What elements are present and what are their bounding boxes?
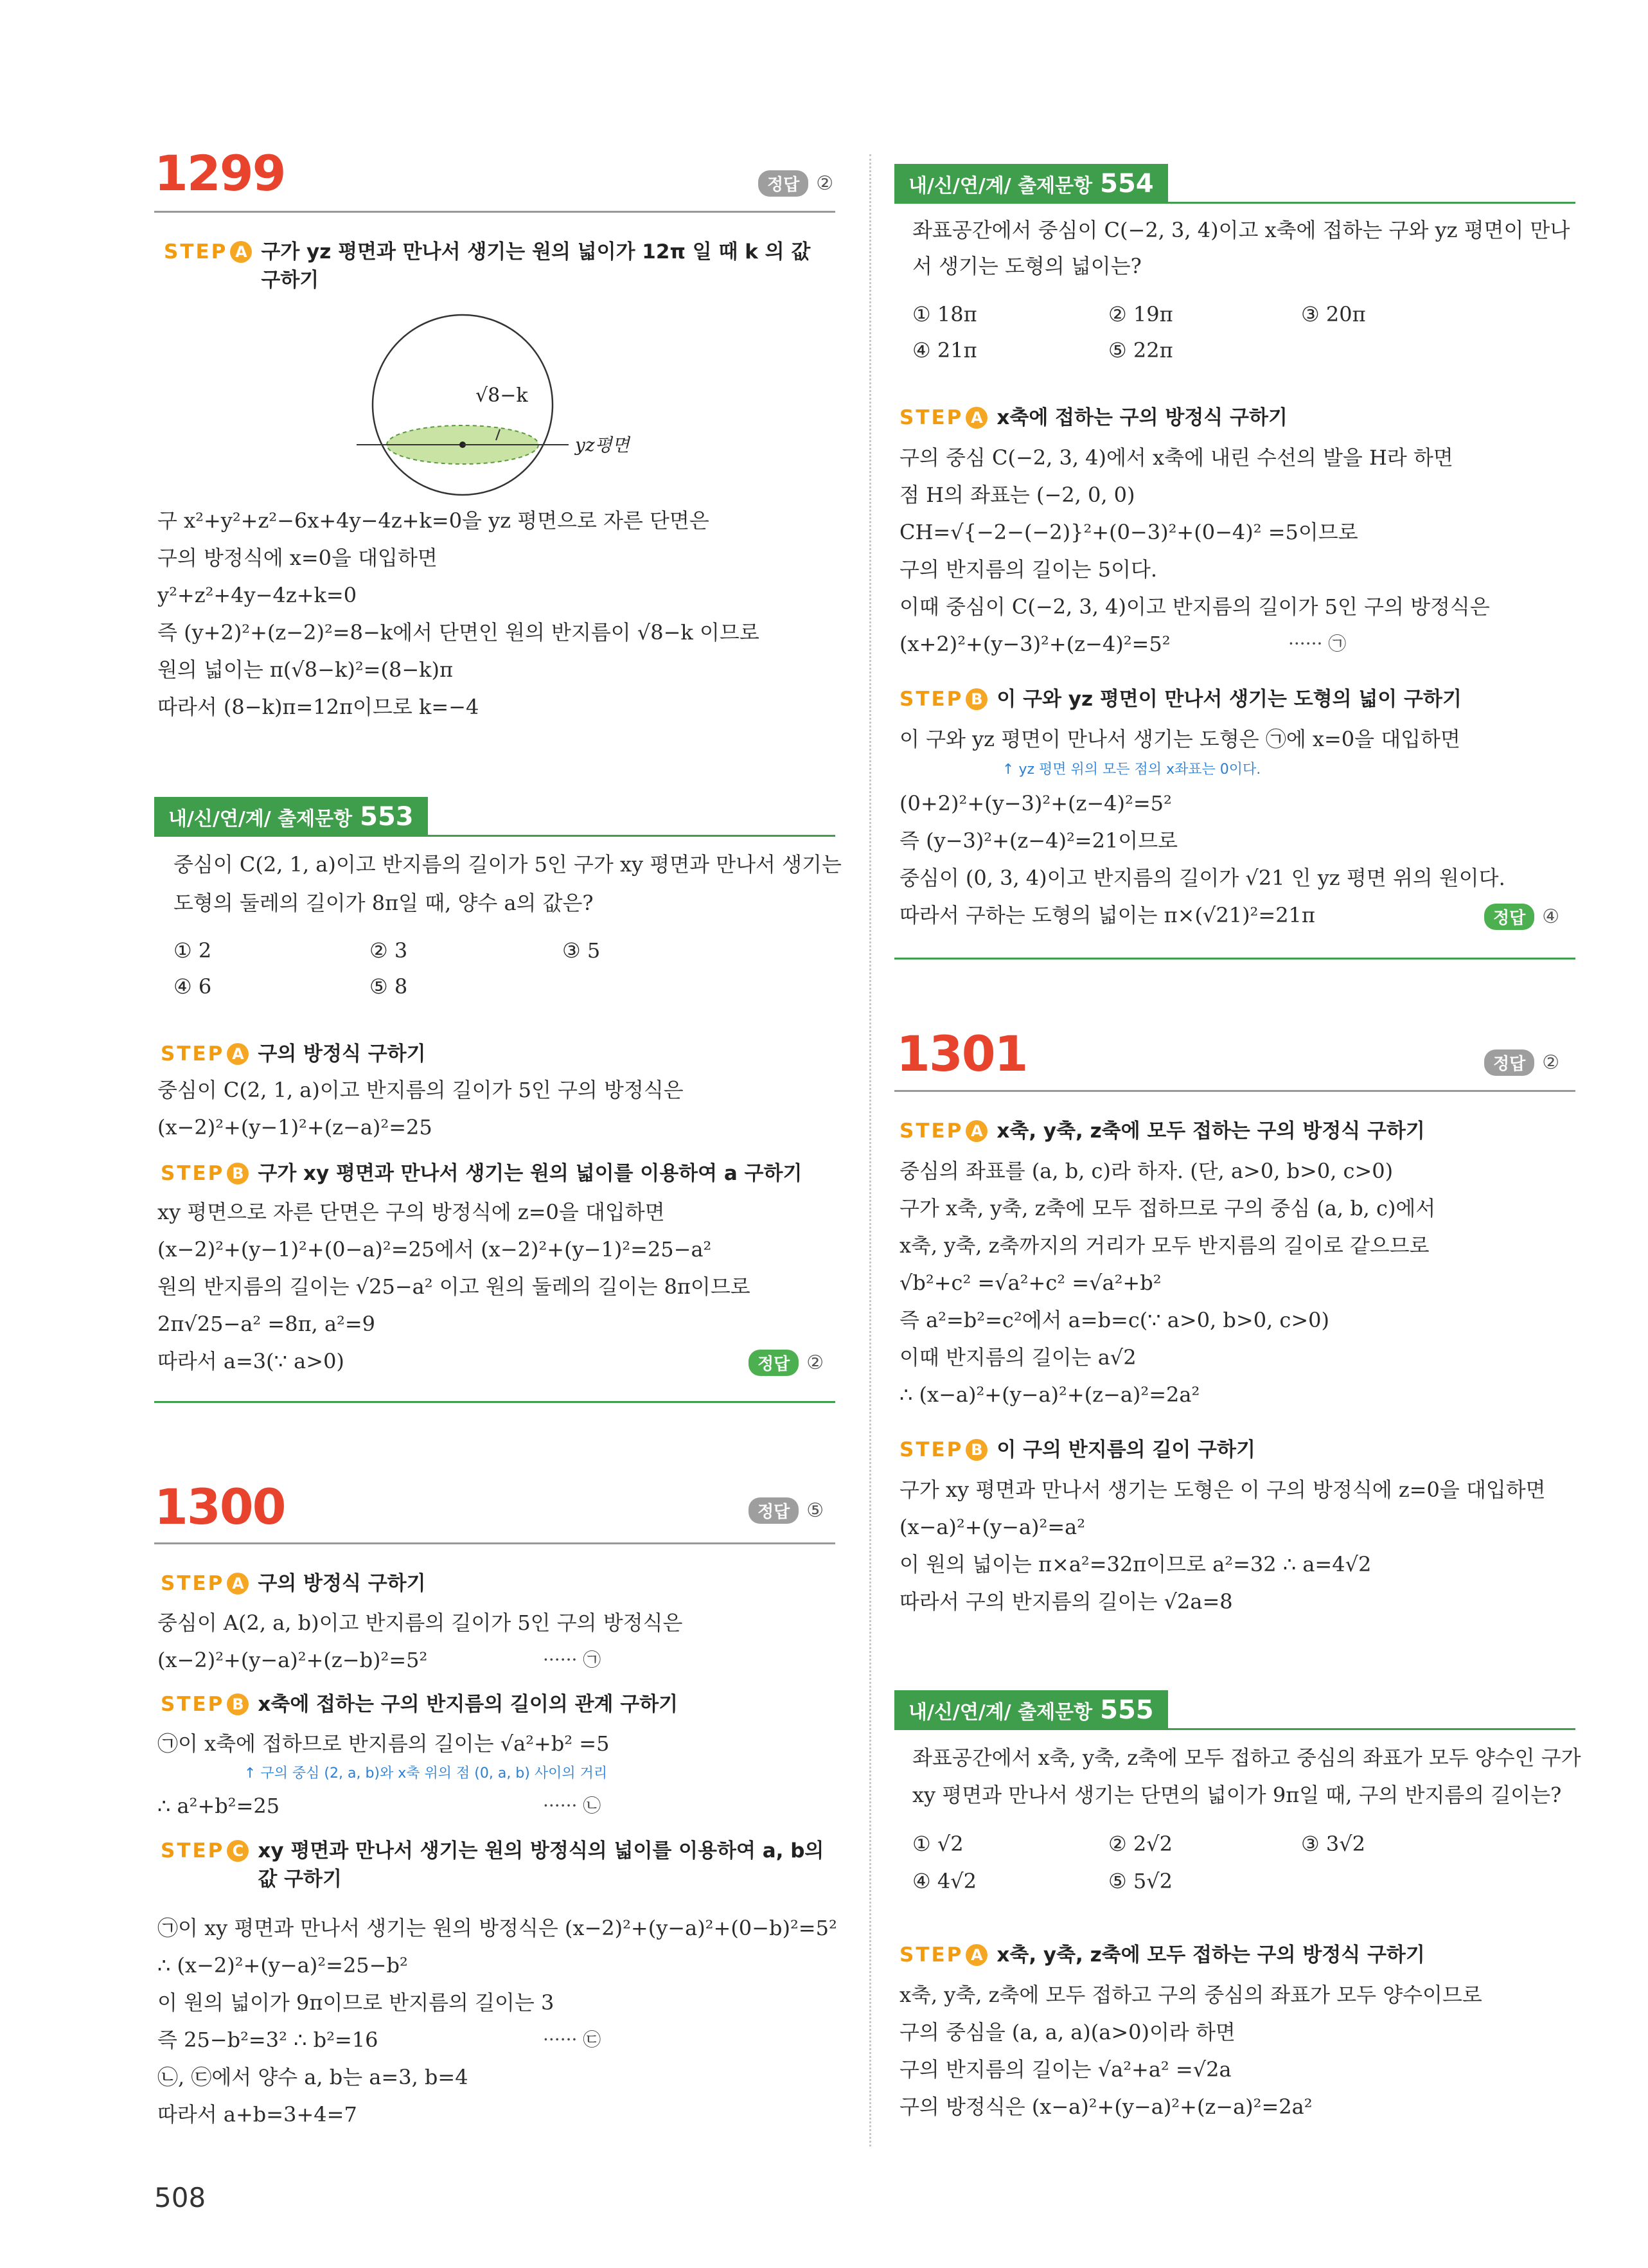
plane-label: yz평면 bbox=[575, 434, 630, 456]
solution-line: ∴ (x−2)²+(y−a)²=25−b² bbox=[157, 1953, 408, 1978]
choice-5[interactable]: ⑤ 5√2 bbox=[1108, 1869, 1173, 1893]
solution-line: ∴ a²+b²=25 bbox=[157, 1794, 280, 1818]
section-end-rule bbox=[894, 958, 1575, 960]
solution-line: 따라서 구의 반지름의 길이는 √2a=8 bbox=[899, 1589, 1233, 1614]
choice-4[interactable]: ④ 21π bbox=[912, 338, 977, 362]
problem-number-1299: 1299 bbox=[154, 145, 285, 202]
equation-marker: ······ ㉠ bbox=[543, 1649, 601, 1670]
linked-header-label: 내/신/연/계/ 출제문항 bbox=[908, 175, 1093, 197]
problem-rule bbox=[154, 1542, 835, 1544]
solution-line: 구의 반지름의 길이는 5이다. bbox=[899, 557, 1158, 582]
section-end-rule bbox=[154, 1401, 835, 1403]
step-tag: STEP A bbox=[164, 238, 252, 266]
question-line: 좌표공간에서 x축, y축, z축에 모두 접하고 중심의 좌표가 모두 양수인 구가 bbox=[912, 1746, 1581, 1770]
solution-line: ㉠이 xy 평면과 만나서 생기는 원의 방정식은 (x−2)²+(y−a)²+(0−b)²=5² bbox=[157, 1916, 837, 1940]
problem-rule bbox=[894, 1090, 1575, 1092]
step-title: 구의 방정식 구하기 bbox=[258, 1572, 426, 1595]
solution-line: 원의 넓이는 π(√8−k)²=(8−k)π bbox=[157, 657, 454, 682]
step-title: 구의 방정식 구하기 bbox=[258, 1042, 426, 1066]
solution-line: 2π√25−a² =8π, a²=9 bbox=[157, 1312, 376, 1336]
answer-value: ④ bbox=[1542, 906, 1560, 928]
answer-label: 정답 bbox=[1484, 1049, 1534, 1076]
solution-line: 따라서 a+b=3+4=7 bbox=[157, 2102, 357, 2127]
choices-555 bbox=[912, 1832, 1555, 1902]
step-tag: STEP A bbox=[899, 404, 988, 432]
annotation-note: ↑ 구의 중심 (2, a, b)와 x축 위의 점 (0, a, b) 사이의 거리 bbox=[244, 1765, 608, 1781]
solution-line: 구의 방정식에 x=0을 대입하면 bbox=[157, 546, 438, 570]
step-a-1301 bbox=[899, 1117, 1574, 1145]
step-title: 이 구와 yz 평면이 만나서 생기는 도형의 넓이 구하기 bbox=[997, 688, 1462, 711]
linked-header-box bbox=[154, 797, 428, 837]
step-letter-a: A bbox=[230, 241, 252, 263]
step-a-1300 bbox=[161, 1569, 829, 1598]
step-c-1300 bbox=[161, 1837, 829, 1893]
linked-header-label: 내/신/연/계/ 출제문항 bbox=[168, 808, 353, 830]
step-tag: STEP B bbox=[899, 1436, 988, 1464]
step-b-1300 bbox=[161, 1690, 829, 1719]
choice-3[interactable]: ③ 5 bbox=[562, 938, 601, 963]
step-title: x축, y축, z축에 모두 접하는 구의 방정식 구하기 bbox=[997, 1943, 1425, 1967]
step-b-1301 bbox=[899, 1436, 1574, 1464]
step-a-555 bbox=[899, 1941, 1574, 1969]
answer-label: 정답 bbox=[749, 1497, 799, 1524]
answer-value: ② bbox=[1542, 1051, 1560, 1074]
answer-label: 정답 bbox=[758, 170, 808, 197]
step-tag: STEP C bbox=[161, 1837, 249, 1865]
equation-marker: ······ ㉠ bbox=[1288, 633, 1347, 654]
solution-line: 이 구와 yz 평면이 만나서 생기는 도형은 ㉠에 x=0을 대입하면 bbox=[899, 727, 1460, 751]
answer-label: 정답 bbox=[1484, 904, 1534, 930]
header-rule bbox=[428, 835, 835, 837]
solution-line: xy 평면으로 자른 단면은 구의 방정식에 z=0을 대입하면 bbox=[157, 1200, 665, 1224]
question-line: xy 평면과 만나서 생기는 단면의 넓이가 9π일 때, 구의 반지름의 길이는? bbox=[912, 1783, 1562, 1807]
solution-line: 원의 반지름의 길이는 √25−a² 이고 원의 둘레의 길이는 8π이므로 bbox=[157, 1274, 750, 1299]
choice-4[interactable]: ④ 4√2 bbox=[912, 1869, 977, 1893]
choice-3[interactable]: ③ 20π bbox=[1301, 302, 1366, 326]
answer-badge-1301 bbox=[1484, 1049, 1559, 1076]
question-line: 서 생기는 도형의 넓이는? bbox=[912, 254, 1142, 278]
solution-line: ㉠이 x축에 접하므로 반지름의 길이는 √a²+b² =5 bbox=[157, 1731, 610, 1756]
solution-line: (0+2)²+(y−3)²+(z−4)²=5² bbox=[899, 791, 1172, 816]
solution-line: 구의 중심 C(−2, 3, 4)에서 x축에 내린 수선의 발을 H라 하면 bbox=[899, 445, 1453, 470]
step-a-554 bbox=[899, 404, 1574, 432]
answer-value: ② bbox=[806, 1352, 824, 1374]
solution-line: (x−2)²+(y−a)²+(z−b)²=5² bbox=[157, 1648, 428, 1672]
solution-line: ㉡, ㉢에서 양수 a, b는 a=3, b=4 bbox=[157, 2065, 468, 2089]
solution-line: 점 H의 좌표는 (−2, 0, 0) bbox=[899, 483, 1135, 507]
solution-line: 즉 25−b²=3² ∴ b²=16 bbox=[157, 2028, 378, 2052]
solution-line: CH=√{−2−(−2)}²+(0−3)²+(0−4)² =5이므로 bbox=[899, 520, 1358, 544]
step-title: x축, y축, z축에 모두 접하는 구의 방정식 구하기 bbox=[997, 1120, 1425, 1143]
choices-553 bbox=[173, 938, 816, 1009]
step-tag: STEP B bbox=[161, 1159, 249, 1188]
step-tag: STEP A bbox=[161, 1040, 249, 1068]
equation-marker: ······ ㉢ bbox=[543, 2029, 601, 2050]
linked-header-number: 554 bbox=[1100, 169, 1154, 199]
step-tag: STEP B bbox=[161, 1690, 249, 1719]
linked-header-label: 내/신/연/계/ 출제문항 bbox=[908, 1701, 1093, 1724]
step-a-553 bbox=[161, 1040, 829, 1068]
step-a-1299 bbox=[164, 238, 832, 294]
problem-rule bbox=[154, 211, 835, 213]
sphere-figure bbox=[347, 308, 681, 501]
solution-line: 중심의 좌표를 (a, b, c)라 하자. (단, a>0, b>0, c>0) bbox=[899, 1159, 1394, 1183]
answer-label: 정답 bbox=[749, 1350, 799, 1376]
answer-value: ② bbox=[816, 172, 834, 195]
solution-line: √b²+c² =√a²+c² =√a²+b² bbox=[899, 1271, 1162, 1295]
header-rule bbox=[1168, 202, 1575, 204]
solution-line: 즉 (y+2)²+(z−2)²=8−k에서 단면인 원의 반지름이 √8−k 이므로 bbox=[157, 620, 759, 645]
equation-marker: ······ ㉡ bbox=[543, 1795, 601, 1816]
solution-line: 구가 xy 평면과 만나서 생기는 도형은 이 구의 방정식에 z=0을 대입하면 bbox=[899, 1478, 1546, 1502]
annotation-note: ↑ yz 평면 위의 모든 점의 x좌표는 0이다. bbox=[1002, 762, 1261, 778]
answer-value: ⑤ bbox=[806, 1499, 824, 1522]
step-tag: STEP A bbox=[899, 1941, 988, 1969]
solution-line: 중심이 C(2, 1, a)이고 반지름의 길이가 5인 구의 방정식은 bbox=[157, 1078, 684, 1102]
step-tag: STEP A bbox=[161, 1569, 249, 1598]
solution-line: 즉 (y−3)²+(z−4)²=21이므로 bbox=[899, 828, 1178, 853]
solution-line: (x+2)²+(y−3)²+(z−4)²=5² bbox=[899, 632, 1171, 656]
question-line: 좌표공간에서 중심이 C(−2, 3, 4)이고 x축에 접하는 구와 yz 평면이 만나 bbox=[912, 218, 1570, 242]
question-line: 중심이 C(2, 1, a)이고 반지름의 길이가 5인 구가 xy 평면과 만나서 생기는 bbox=[173, 852, 842, 877]
solution-line: 이때 반지름의 길이는 a√2 bbox=[899, 1345, 1137, 1370]
answer-badge-1300 bbox=[749, 1497, 824, 1524]
solution-line: 이 원의 넓이는 π×a²=32π이므로 a²=32 ∴ a=4√2 bbox=[899, 1552, 1372, 1576]
choice-5[interactable]: ⑤ 8 bbox=[369, 974, 408, 999]
linked-problem-header-555 bbox=[894, 1690, 1575, 1730]
linked-header-number: 553 bbox=[360, 802, 414, 832]
solution-line: 이때 중심이 C(−2, 3, 4)이고 반지름의 길이가 5인 구의 방정식은 bbox=[899, 594, 1490, 619]
step-title: xy 평면과 만나서 생기는 원의 방정식의 넓이를 이용하여 a, b의 값 구하기 bbox=[258, 1839, 824, 1891]
solution-line: (x−a)²+(y−a)²=a² bbox=[899, 1515, 1086, 1539]
choice-2[interactable]: ② 19π bbox=[1108, 302, 1173, 326]
choice-5[interactable]: ⑤ 22π bbox=[1108, 338, 1173, 362]
choice-1[interactable]: ① 18π bbox=[912, 302, 977, 326]
header-rule bbox=[1168, 1728, 1575, 1730]
step-b-554 bbox=[899, 685, 1574, 713]
step-title: 구가 yz 평면과 만나서 생기는 원의 넓이가 12π 일 때 k 의 값 구하기 bbox=[261, 240, 811, 292]
step-title: x축에 접하는 구의 반지름의 길이의 관계 구하기 bbox=[258, 1693, 678, 1716]
solution-line: 이 원의 넓이가 9π이므로 반지름의 길이는 3 bbox=[157, 1990, 554, 2015]
solution-line: 따라서 구하는 도형의 넓이는 π×(√21)²=21π bbox=[899, 903, 1315, 927]
linked-problem-header-554 bbox=[894, 164, 1575, 204]
question-line: 도형의 둘레의 길이가 8π일 때, 양수 a의 값은? bbox=[173, 891, 594, 915]
problem-number-1301: 1301 bbox=[896, 1025, 1027, 1082]
answer-badge-1299 bbox=[758, 170, 833, 197]
solution-line: ∴ (x−a)²+(y−a)²+(z−a)²=2a² bbox=[899, 1382, 1200, 1407]
solution-line: 따라서 (8−k)π=12π이므로 k=−4 bbox=[157, 695, 479, 719]
step-title: x축에 접하는 구의 방정식 구하기 bbox=[997, 406, 1288, 429]
solution-line: 구가 x축, y축, z축에 모두 접하므로 구의 중심 (a, b, c)에서 bbox=[899, 1196, 1436, 1220]
solution-line: 즉 a²=b²=c²에서 a=b=c(∵ a>0, b>0, c>0) bbox=[899, 1308, 1329, 1332]
step-title: 이 구의 반지름의 길이 구하기 bbox=[997, 1438, 1255, 1461]
solution-line: 따라서 a=3(∵ a>0) bbox=[157, 1349, 344, 1373]
column-divider bbox=[869, 154, 871, 2147]
step-title: 구가 xy 평면과 만나서 생기는 원의 넓이를 이용하여 a 구하기 bbox=[258, 1162, 802, 1185]
choice-4[interactable]: ④ 6 bbox=[173, 974, 212, 999]
choice-2[interactable]: ② 2√2 bbox=[1108, 1832, 1173, 1856]
solution-line: 구의 반지름의 길이는 √a²+a² =√2a bbox=[899, 2057, 1232, 2082]
linked-header-number: 555 bbox=[1100, 1695, 1154, 1725]
page-number: 508 bbox=[154, 2182, 206, 2213]
choice-1[interactable]: ① 2 bbox=[173, 938, 212, 963]
choice-2[interactable]: ② 3 bbox=[369, 938, 408, 963]
solution-line: 구의 방정식은 (x−a)²+(y−a)²+(z−a)²=2a² bbox=[899, 2094, 1313, 2119]
choices-554 bbox=[912, 302, 1555, 373]
solution-line: 중심이 (0, 3, 4)이고 반지름의 길이가 √21 인 yz 평면 위의 원이다. bbox=[899, 866, 1505, 890]
linked-header-box bbox=[894, 1690, 1168, 1730]
answer-badge-554 bbox=[1484, 904, 1559, 930]
solution-line: 구 x²+y²+z²−6x+4y−4z+k=0을 yz 평면으로 자른 단면은 bbox=[157, 508, 709, 533]
radius-label: √8−k bbox=[475, 384, 528, 407]
solution-line: y²+z²+4y−4z+k=0 bbox=[157, 583, 357, 607]
linked-problem-header-553 bbox=[154, 797, 835, 837]
solution-line: x축, y축, z축까지의 거리가 모두 반지름의 길이로 같으므로 bbox=[899, 1233, 1430, 1258]
step-tag: STEP A bbox=[899, 1117, 988, 1145]
solution-line: 구의 중심을 (a, a, a)(a>0)이라 하면 bbox=[899, 2020, 1236, 2044]
solution-line: x축, y축, z축에 모두 접하고 구의 중심의 좌표가 모두 양수이므로 bbox=[899, 1983, 1482, 2007]
answer-badge-553 bbox=[749, 1350, 824, 1376]
solution-line: 중심이 A(2, a, b)이고 반지름의 길이가 5인 구의 방정식은 bbox=[157, 1611, 683, 1635]
problem-number-1300: 1300 bbox=[154, 1478, 285, 1535]
step-b-553 bbox=[161, 1159, 829, 1188]
choice-3[interactable]: ③ 3√2 bbox=[1301, 1832, 1365, 1856]
linked-header-box bbox=[894, 164, 1168, 204]
step-tag: STEP B bbox=[899, 685, 988, 713]
solution-line: (x−2)²+(y−1)²+(z−a)²=25 bbox=[157, 1115, 432, 1139]
choice-1[interactable]: ① √2 bbox=[912, 1832, 964, 1856]
solution-line: (x−2)²+(y−1)²+(0−a)²=25에서 (x−2)²+(y−1)²=25−a² bbox=[157, 1237, 712, 1262]
